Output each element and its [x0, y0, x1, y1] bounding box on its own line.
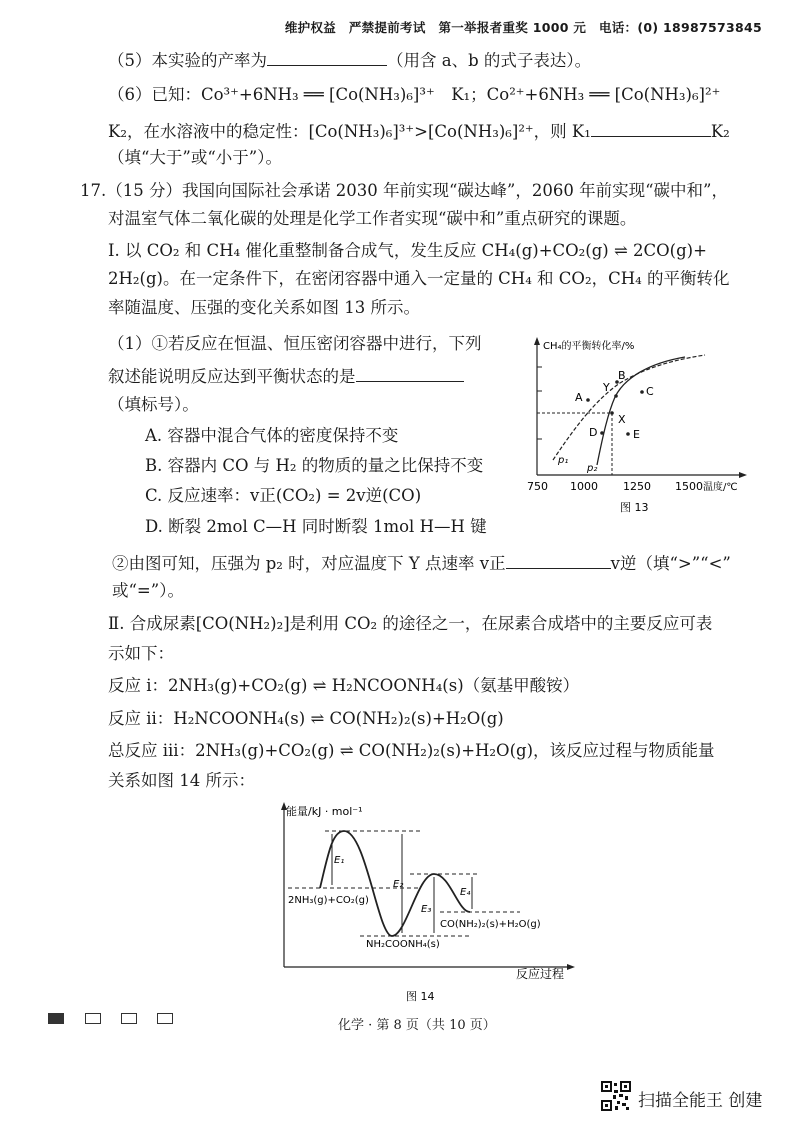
- sub2-text: ②由图可知，压强为 p₂ 时，对应温度下 Y 点速率 v正: [112, 554, 506, 573]
- page-marker: [121, 1013, 137, 1024]
- e3-label: E₃: [421, 904, 432, 915]
- reaction-iii: 总反应 iii：2NH₃(g)+CO₂(g) ⇌ CO(NH₂)₂(s)+H₂O(g)，该反应过程与物质能量: [108, 741, 715, 760]
- x-axis-arrow: [567, 964, 575, 970]
- reactant-label: 2NH₃(g)+CO₂(g): [288, 895, 369, 906]
- option-b: B. 容器内 CO 与 H₂ 的物质的量之比保持不变: [145, 456, 484, 475]
- point-a-label: A: [575, 391, 583, 404]
- sub1-line2: [108, 364, 464, 388]
- x-axis-arrow: [739, 472, 747, 478]
- q17-head2: 对温室气体二氧化碳的处理是化学工作者实现“碳中和”重点研究的课题。: [108, 209, 637, 228]
- part2-line1: Ⅱ. 合成尿素[CO(NH₂)₂]是利用 CO₂ 的途径之一，在尿素合成塔中的主要反应可表: [108, 614, 713, 633]
- sub1-line1: （1）①若反应在恒温、恒压密闭容器中进行，下列: [108, 334, 482, 353]
- point-y-label: Y: [603, 381, 610, 394]
- answer-blank[interactable]: [267, 48, 387, 66]
- fig13-caption: 图 13: [620, 501, 649, 514]
- option-a: A. 容器中混合气体的密度保持不变: [145, 426, 399, 445]
- point-y: [614, 394, 618, 398]
- part1-line1: Ⅰ. 以 CO₂ 和 CH₄ 催化重整制备合成气，发生反应 CH₄(g)+CO₂(g) ⇌ 2CO(g)+: [108, 241, 707, 260]
- page-marker: [85, 1013, 101, 1024]
- q6-text: K₂，在水溶液中的稳定性：[Co(NH₃)₆]³⁺>[Co(NH₃)₆]²⁺，则 K₁: [108, 122, 591, 141]
- y-axis-arrow: [534, 337, 540, 345]
- q6-line2: [108, 119, 730, 143]
- e4-label: E₄: [460, 887, 471, 898]
- point-d: [600, 431, 604, 435]
- point-e: [626, 432, 630, 436]
- p1-label: p₁: [558, 455, 569, 466]
- q6-line3: （填“大于”或“小于”）。: [108, 148, 282, 167]
- point-c: [640, 390, 644, 394]
- sub1-text: 叙述能说明反应达到平衡状态的是: [108, 367, 356, 386]
- q17-head: 17.（15 分）我国向国际社会承诺 2030 年前实现“碳达峰”，2060 年前实现“碳中和”，: [80, 181, 728, 200]
- sub2-line2: 或“=”）。: [112, 581, 184, 600]
- answer-blank[interactable]: [591, 119, 711, 137]
- sub1-line3: （填标号）。: [108, 395, 199, 414]
- curve-p1: [553, 355, 705, 460]
- curve-p2: [597, 357, 685, 465]
- p2-label: p₂: [587, 463, 598, 474]
- point-a: [586, 398, 590, 402]
- option-d: D. 断裂 2mol C—H 同时断裂 1mol H—H 键: [145, 517, 487, 536]
- part1-line2: 2H₂(g)。在一定条件下，在密闭容器中通入一定量的 CH₄ 和 CO₂，CH₄ 的平衡转化: [108, 269, 730, 288]
- point-c-label: C: [646, 385, 654, 398]
- qr-code-icon: [601, 1081, 631, 1111]
- answer-blank[interactable]: [356, 364, 464, 382]
- sub2-line: [112, 551, 731, 575]
- product-label: CO(NH₂)₂(s)+H₂O(g): [440, 919, 541, 930]
- reaction-i: 反应 i：2NH₃(g)+CO₂(g) ⇌ H₂NCOONH₄(s)（氨基甲酸铵）: [108, 676, 580, 695]
- point-x-label: X: [618, 413, 626, 426]
- fig14-caption: 图 14: [406, 990, 435, 1003]
- e2-label: E₂: [393, 879, 404, 890]
- tick-label-1250: 1250: [623, 480, 651, 493]
- option-c: C. 反应速率：v正(CO₂) = 2v逆(CO): [145, 486, 422, 505]
- point-e-label: E: [633, 428, 640, 441]
- e1-label: E₁: [334, 855, 345, 866]
- intermediate-label: NH₂COONH₄(s): [366, 939, 440, 950]
- point-d-label: D: [589, 426, 598, 439]
- sub2-text-tail: v逆（填“>”“<”: [610, 554, 731, 573]
- part2-line2: 示如下：: [108, 644, 174, 663]
- page-number: 化学 · 第 8 页（共 10 页）: [338, 1018, 496, 1033]
- figure-14: [270, 795, 590, 1005]
- q6-text-tail: K₂: [710, 122, 730, 141]
- figure-13: [515, 335, 765, 520]
- reaction-ii: 反应 ii：H₂NCOONH₄(s) ⇌ CO(NH₂)₂(s)+H₂O(g): [108, 709, 504, 728]
- q6-line1: （6）已知：Co³⁺+6NH₃ ══ [Co(NH₃)₆]³⁺ K₁；Co²⁺+6NH₃ ══ [Co(NH₃)₆]²⁺: [108, 85, 721, 104]
- fig14-ylabel: 能量/kJ · mol⁻¹: [286, 805, 363, 818]
- q5-text: （5）本实验的产率为: [108, 51, 267, 70]
- point-x: [610, 411, 614, 415]
- page-marker: [157, 1013, 173, 1024]
- tick-label-1500: 1500: [675, 480, 703, 493]
- tick-label-750: 750: [527, 480, 548, 493]
- question-5: [108, 48, 591, 72]
- fig13-xlabel: 温度/℃: [703, 482, 738, 493]
- tick-label-1000: 1000: [570, 480, 598, 493]
- part1-line3: 率随温度、压强的变化关系如图 13 所示。: [108, 298, 420, 317]
- fig13-ylabel: CH₄的平衡转化率/%: [543, 341, 635, 352]
- page-header: 维护权益 严禁提前考试 第一举报者重奖 1000 元 电话：(0) 18987573845: [284, 20, 762, 35]
- q5-text-tail: （用含 a、b 的式子表达）。: [387, 51, 592, 70]
- point-b-label: B: [618, 369, 626, 382]
- scanner-watermark: 扫描全能王 创建: [638, 1091, 763, 1111]
- fig14-xlabel: 反应过程: [516, 967, 565, 981]
- page-marker-filled: [48, 1013, 64, 1024]
- answer-blank[interactable]: [506, 551, 611, 569]
- reaction-iii-tail: 关系如图 14 所示：: [108, 771, 255, 790]
